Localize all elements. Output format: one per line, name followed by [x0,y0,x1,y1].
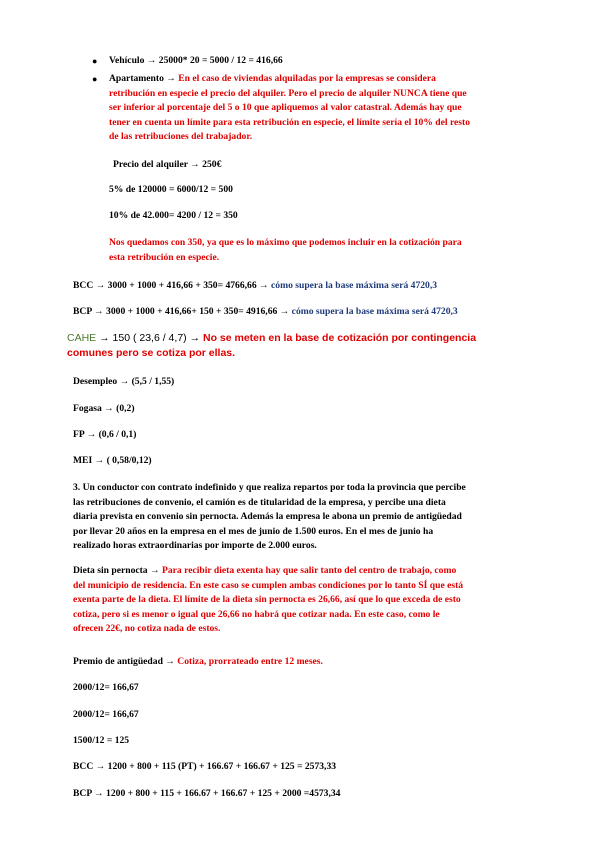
bcp-line-2: BCP → 1200 + 800 + 115 + 166.67 + 166.67 + 125 + 2000 =4573,34 [73,788,341,799]
ejercicio-3-line-1: 3. Un conductor con contrato indefinido y que realiza repartos por toda la provincia que percibe [73,482,466,493]
bcp-note-1: cómo supera la base máxima será 4720,3 [289,306,458,317]
premio-label: Premio de antigüedad → [73,656,178,667]
ejercicio-3-line-2: las retribuciones de convenio, el camión es de titularidad de la empresa, y percibe una dieta [73,496,446,508]
nos-quedamos-line-2: esta retribución en especie. [109,251,220,263]
calc-b: 2000/12= 166,67 [73,709,139,720]
bcc-line-2: BCC → 1200 + 800 + 115 (PT) + 166.67 + 166.67 + 125 = 2573,33 [73,761,337,772]
vehiculo-line [109,54,283,69]
bcc-line-1 [73,279,437,294]
bullet-apartamento: ● [92,74,98,84]
cahe-line-1: No se meten en la base de cotización por contingencia [203,332,477,344]
dieta-line-1: Para recibir dieta exenta hay que salir tanto del centro de trabajo, como [162,565,457,576]
apartamento-label: Apartamento [109,73,164,84]
apartamento-arrow: → [163,73,179,84]
ejercicio-3-line-4: por llevar 20 años en la empresa en el mes de junio de 1.500 euros. En el mes de junio ha [73,525,434,537]
apartamento-line-2: retribución en especie el precio del alquiler. Pero el precio de alquiler NUNCA tiene que [109,87,467,99]
fp: FP → (0,6 / 0,1) [73,429,137,440]
bullet-vehiculo: ● [92,56,98,66]
ejercicio-3 [73,481,553,554]
calc-10-percent: 10% de 42.000= 4200 / 12 = 350 [109,210,238,221]
dieta-line-5: ofrecen 22€, no cotiza nada de estos. [73,623,221,634]
apartamento-line-1: En el caso de viviendas alquiladas por la empresas se considera [178,73,436,84]
ejercicio-3-line-3: diaria prevista en convenio sin pernocta. Además la empresa le abona un premio de antigüedad [73,511,462,522]
apartamento-line-5: de las retribuciones del trabajador. [109,131,253,142]
bcc-note-1: cómo supera la base máxima será 4720,3 [268,280,438,291]
apartamento-paragraph [109,72,549,145]
dieta-line-2: del municipio de residencia. En este caso se cumplen ambas condiciones por lo tanto SÍ que está [73,579,464,591]
premio-line [73,655,323,670]
cahe-values: → 150 ( 23,6 / 4,7) → [96,332,203,344]
vehiculo-label: Vehículo [109,55,145,66]
calc-5-percent: 5% de 120000 = 6000/12 = 500 [109,184,233,195]
ejercicio-3-line-5: realizado horas extraordinarias por importe de 2.000 euros. [73,540,317,551]
vehiculo-calc: → 25000* 20 = 5000 / 12 = 416,66 [144,55,283,66]
cahe-label: CAHE [67,332,97,344]
nos-quedamos-line-1: Nos quedamos con 350, ya que es lo máximo que podemos incluir en la cotización para [109,237,462,248]
calc-c: 1500/12 = 125 [73,735,130,746]
fogasa: Fogasa → (0,2) [73,403,135,414]
calc-a: 2000/12= 166,67 [73,682,139,693]
dieta-paragraph [73,564,553,637]
bcc-formula-1: BCC → 3000 + 1000 + 416,66 + 350= 4766,66 → [73,280,269,291]
dieta-line-3: exenta parte de la dieta. El límite de la dieta sin pernocta es 26,66, así que lo que exceda de esto [73,594,461,605]
cahe-paragraph [67,331,537,360]
desempleo: Desempleo → (5,5 / 1,55) [73,376,175,387]
precio-alquiler: Precio del alquiler → 250€ [113,159,222,170]
bcp-line-1 [73,305,458,320]
mei: MEI → ( 0,58/0,12) [73,455,152,466]
dieta-line-4: cotiza, pero si es menor o igual que 26,66 no habrá que cotizar nada. En este caso, como le [73,608,440,620]
apartamento-line-4: tener en cuenta un límite para esta retribución en especie, el límite sería el 10% del resto [109,116,471,128]
bcp-formula-1: BCP → 3000 + 1000 + 416,66+ 150 + 350= 4916,66 → [73,306,290,317]
dieta-label: Dieta sin pernocta [73,565,148,576]
dieta-arrow: → [147,565,162,576]
apartamento-line-3: ser inferior al porcentaje del 5 o 10 que apliquemos al valor catastral. Además hay que [109,102,462,113]
cahe-line-2: comunes pero se cotiza por ellas. [67,346,236,359]
premio-note: Cotiza, prorrateado entre 12 meses. [177,656,323,667]
nos-quedamos-paragraph [109,236,549,265]
